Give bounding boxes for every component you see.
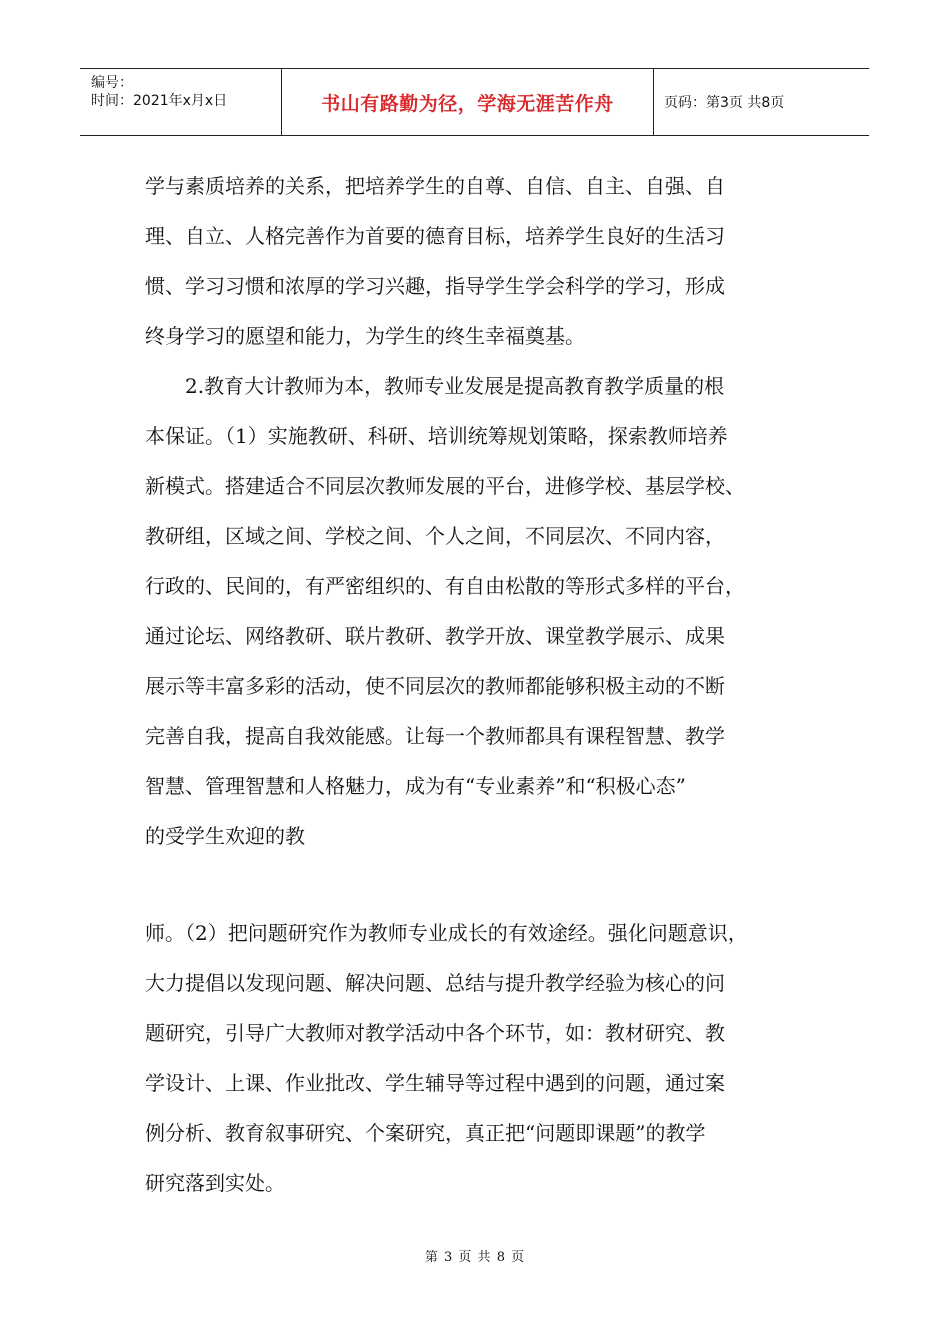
text-line: 学设计、上课、作业批改、学生辅导等过程中遇到的问题，通过案 (145, 1071, 725, 1095)
text-line: 2.教育大计教师为本，教师专业发展是提高教育教学质量的根 (145, 374, 725, 398)
text-line: 惯、学习习惯和浓厚的学习兴趣，指导学生学会科学的学习，形成 (145, 274, 725, 298)
text-line: 学与素质培养的关系，把培养学生的自尊、自信、自主、自强、自 (145, 174, 725, 198)
header-number-label: 编号： (91, 75, 133, 91)
text-line: 理、自立、人格完善作为首要的德育目标，培养学生良好的生活习 (145, 224, 725, 248)
body-paragraphs-2 (145, 908, 815, 1208)
header-time-label: 时间：2021年x月x日 (91, 93, 228, 109)
page-footer: 第 3 页 共 8 页 (424, 1250, 526, 1265)
text-line: 教研组，区域之间、学校之间、个人之间，不同层次、不同内容， (145, 524, 725, 548)
text-line: 师。（2）把问题研究作为教师专业成长的有效途经。强化问题意识， (145, 921, 748, 945)
text-line: 新模式。搭建适合不同层次教师发展的平台，进修学校、基层学校、 (145, 474, 745, 498)
text-line: 大力提倡以发现问题、解决问题、总结与提升教学经验为核心的问 (145, 971, 725, 995)
header-slogan: 书山有路勤为径，学海无涯苦作舟 (282, 69, 654, 135)
text-line: 行政的、民间的，有严密组织的、有自由松散的等形式多样的平台， (145, 574, 745, 598)
text-line: 本保证。（1）实施教研、科研、培训统筹规划策略，探索教师培养 (145, 424, 728, 448)
text-line: 终身学习的愿望和能力，为学生的终生幸福奠基。 (145, 324, 585, 348)
text-line: 研究落到实处。 (145, 1171, 285, 1195)
text-line: 题研究，引导广大教师对教学活动中各个环节，如：教材研究、教 (145, 1021, 725, 1045)
header-meta (80, 69, 282, 135)
page-header (80, 68, 869, 136)
text-line: 例分析、教育叙事研究、个案研究，真正把“问题即课题”的教学 (145, 1121, 706, 1145)
body-paragraphs-1 (145, 161, 815, 861)
text-line: 完善自我，提高自我效能感。让每一个教师都具有课程智慧、教学 (145, 724, 725, 748)
header-page-info: 页码：第3页 共8页 (664, 95, 785, 111)
text-line: 的受学生欢迎的教 (145, 824, 305, 848)
text-line: 智慧、管理智慧和人格魅力，成为有“专业素养”和“积极心态” (145, 774, 686, 798)
text-line: 通过论坛、网络教研、联片教研、教学开放、课堂教学展示、成果 (145, 624, 725, 648)
text-line: 展示等丰富多彩的活动，使不同层次的教师都能够积极主动的不断 (145, 674, 725, 698)
